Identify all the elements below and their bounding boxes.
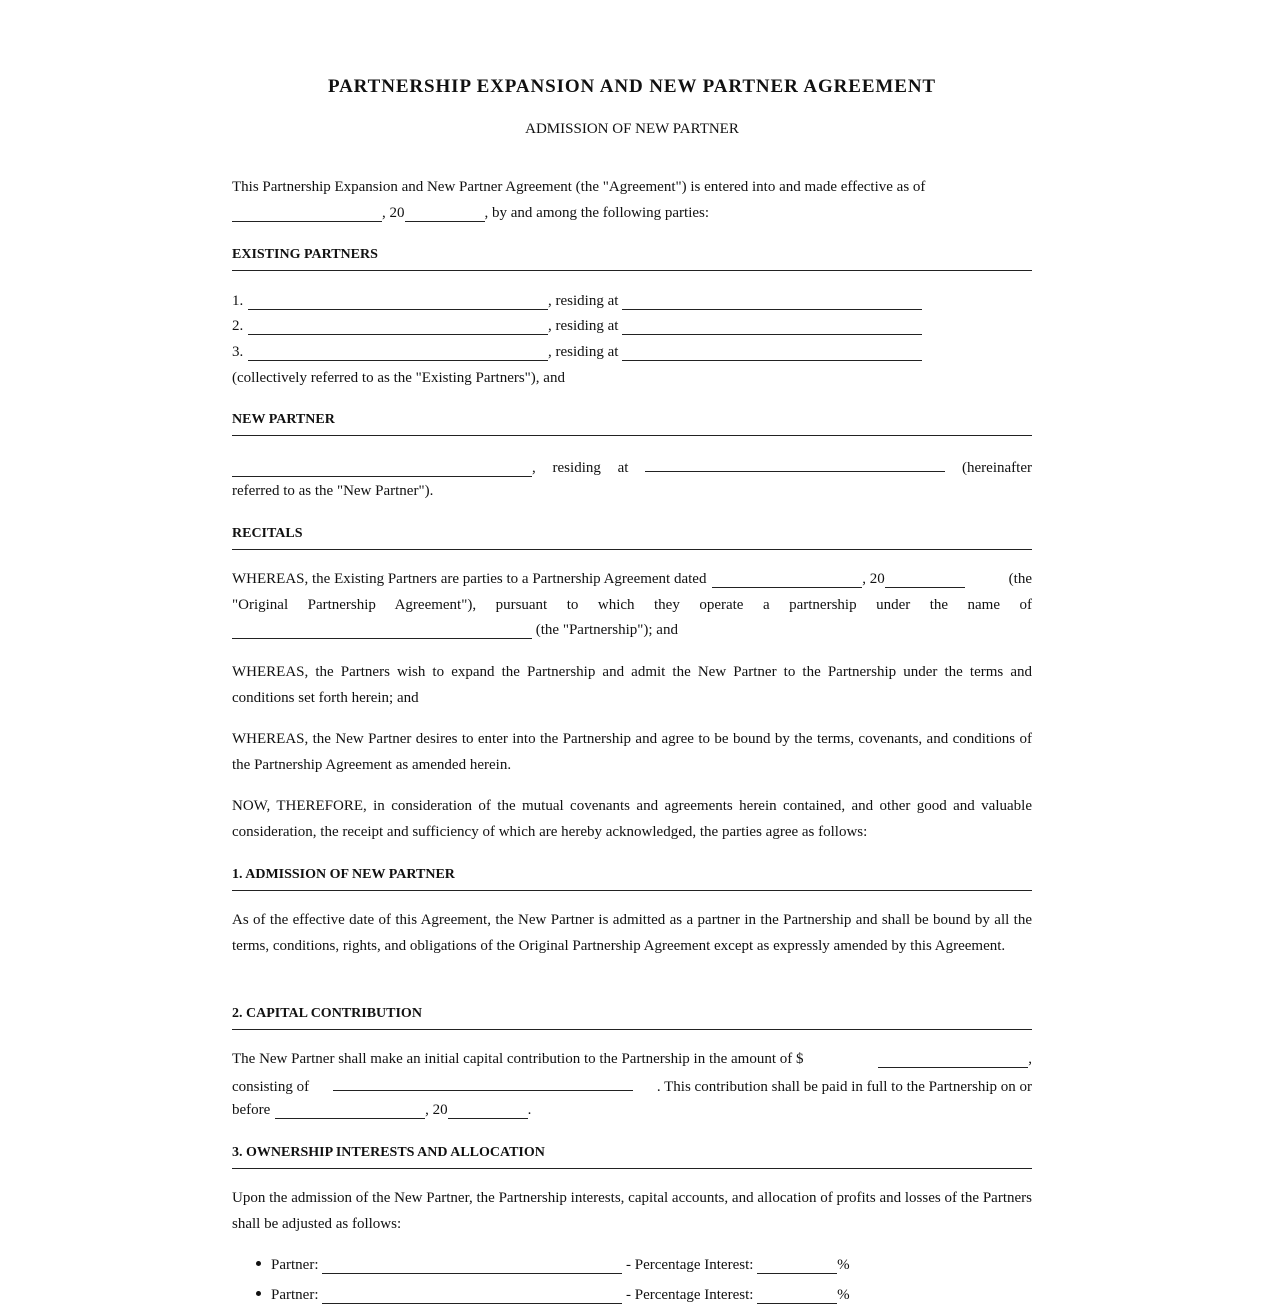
existing-partner-number: 3.: [232, 344, 244, 360]
recitals-heading: RECITALS: [232, 525, 1032, 550]
recital-3: WHEREAS, the New Partner desires to enter into the Partnership and agree to be bound by the terms, covenants, and conditions of the Partnership Agreement as amended herein.: [232, 731, 1032, 773]
bullet-percent-sign: %: [837, 1257, 850, 1273]
section-2-text: The New Partner shall make an initial capital contribution to the Partnership in the amount of $: [232, 1051, 804, 1067]
residing-label: , residing at: [548, 344, 619, 360]
effective-year-blank[interactable]: [405, 203, 485, 222]
existing-partner-number: 2.: [232, 318, 244, 334]
bullet-partner-label: Partner:: [271, 1287, 319, 1303]
bullet-dot-icon: [256, 1261, 261, 1266]
original-agreement-date-blank[interactable]: [712, 569, 862, 588]
recital-2: WHEREAS, the Partners wish to expand the Partnership and admit the New Partner to the Partnership under the terms and conditions set forth herein; and: [232, 664, 1032, 706]
existing-partner-1-address-blank[interactable]: [622, 291, 922, 310]
recital-1-line-3: [232, 617, 1032, 643]
bullet-percent-sign: %: [837, 1287, 850, 1303]
payment-date-blank[interactable]: [275, 1100, 425, 1119]
new-partner-hereinafter: (hereinafter: [962, 460, 1032, 476]
new-partner-residing: residing: [552, 460, 601, 476]
now-therefore: NOW, THEREFORE, in consideration of the mutual covenants and agreements herein contained, and other good and valuable consideration, the receipt and sufficiency of which are hereby acknowledged, the parties agree as follows:: [232, 798, 1032, 840]
section-2-consisting: consisting of: [232, 1079, 310, 1095]
section-2-line-2: [232, 1072, 1032, 1100]
section-1-heading: 1. ADMISSION OF NEW PARTNER: [232, 866, 1032, 891]
new-partner-heading: NEW PARTNER: [232, 411, 1032, 436]
bullet-percentage-label: - Percentage Interest:: [625, 1287, 754, 1303]
partnership-name-blank[interactable]: [232, 620, 532, 639]
allocation-percentage-blank[interactable]: [757, 1285, 837, 1304]
existing-partners-footer: (collectively referred to as the "Existing Partners"), and: [232, 370, 565, 386]
recital-1-year-label: , 20: [862, 571, 885, 587]
intro-parties-text: , by and among the following parties:: [484, 205, 710, 221]
original-agreement-year-blank[interactable]: [885, 569, 965, 588]
section-2-heading: 2. CAPITAL CONTRIBUTION: [232, 1005, 1032, 1030]
allocation-percentage-blank[interactable]: [757, 1255, 837, 1274]
residing-label: , residing at: [548, 293, 619, 309]
section-2-paid: . This contribution shall be paid in full to the Partnership on or: [656, 1079, 1032, 1095]
intro-date-line: [232, 200, 1032, 226]
section-2-period: .: [527, 1102, 532, 1118]
new-partner-name-blank[interactable]: [232, 458, 532, 477]
recital-1-line-2: "Original Partnership Agreement"), pursuant to which they operate a partnership under the name of: [232, 597, 1032, 613]
section-2-line-1: [232, 1046, 1032, 1072]
existing-partner-2-address-blank[interactable]: [622, 316, 922, 335]
allocation-partner-blank[interactable]: [322, 1255, 622, 1274]
intro-text: This Partnership Expansion and New Partner Agreement (the "Agreement") is entered into and made effective as of: [232, 179, 926, 195]
existing-partner-3-name-blank[interactable]: [248, 342, 548, 361]
payment-year-blank[interactable]: [448, 1100, 528, 1119]
bullet-dot-icon: [256, 1291, 261, 1296]
allocation-list-item: [256, 1282, 850, 1308]
existing-partner-3-address-blank[interactable]: [622, 342, 922, 361]
contribution-description-blank[interactable]: [333, 1072, 633, 1091]
document-subtitle: ADMISSION OF NEW PARTNER: [525, 121, 739, 137]
section-2-before: before: [232, 1102, 271, 1118]
intro-year-label: , 20: [382, 205, 405, 221]
existing-partners-heading: EXISTING PARTNERS: [232, 246, 1032, 271]
new-partner-line: [232, 453, 1032, 481]
effective-date-blank[interactable]: [232, 203, 382, 222]
new-partner-comma: ,: [532, 460, 536, 476]
allocation-list-item: [256, 1252, 850, 1278]
recital-1-text: WHEREAS, the Existing Partners are parties to a Partnership Agreement dated: [232, 571, 707, 587]
existing-partner-row: [232, 288, 1032, 314]
section-2-comma: ,: [1028, 1051, 1032, 1067]
document-title: PARTNERSHIP EXPANSION AND NEW PARTNER AGREEMENT: [327, 76, 937, 97]
recital-1-the: (the: [1008, 571, 1032, 587]
new-partner-at: at: [617, 460, 629, 476]
existing-partner-2-name-blank[interactable]: [248, 316, 548, 335]
existing-partner-row: [232, 313, 1032, 339]
recital-1-line-1: [232, 566, 1032, 592]
existing-partner-number: 1.: [232, 293, 244, 309]
existing-partner-1-name-blank[interactable]: [248, 291, 548, 310]
section-1-text: As of the effective date of this Agreement, the New Partner is admitted as a partner in the Partnership and shall be bound by all the terms, conditions, rights, and obligations of the Original Partnership Agreement except as expressly amended by this Agreement.: [232, 912, 1032, 954]
bullet-partner-label: Partner:: [271, 1257, 319, 1273]
section-3-heading: 3. OWNERSHIP INTERESTS AND ALLOCATION: [232, 1144, 1032, 1169]
section-2-line-3: [232, 1097, 1032, 1123]
new-partner-referred: referred to as the "New Partner").: [232, 483, 434, 499]
section-2-year-label: , 20: [425, 1102, 448, 1118]
section-3-text: Upon the admission of the New Partner, the Partnership interests, capital accounts, and allocation of profits and losses of the Partners shall be adjusted as follows:: [232, 1190, 1032, 1232]
capital-amount-blank[interactable]: [878, 1049, 1028, 1068]
new-partner-address-blank[interactable]: [645, 453, 945, 472]
residing-label: , residing at: [548, 318, 619, 334]
allocation-partner-blank[interactable]: [322, 1285, 622, 1304]
bullet-percentage-label: - Percentage Interest:: [625, 1257, 754, 1273]
intro-paragraph: [232, 174, 1032, 200]
existing-partner-row: [232, 339, 1032, 365]
recital-1-partnership-text: (the "Partnership"); and: [535, 622, 678, 638]
